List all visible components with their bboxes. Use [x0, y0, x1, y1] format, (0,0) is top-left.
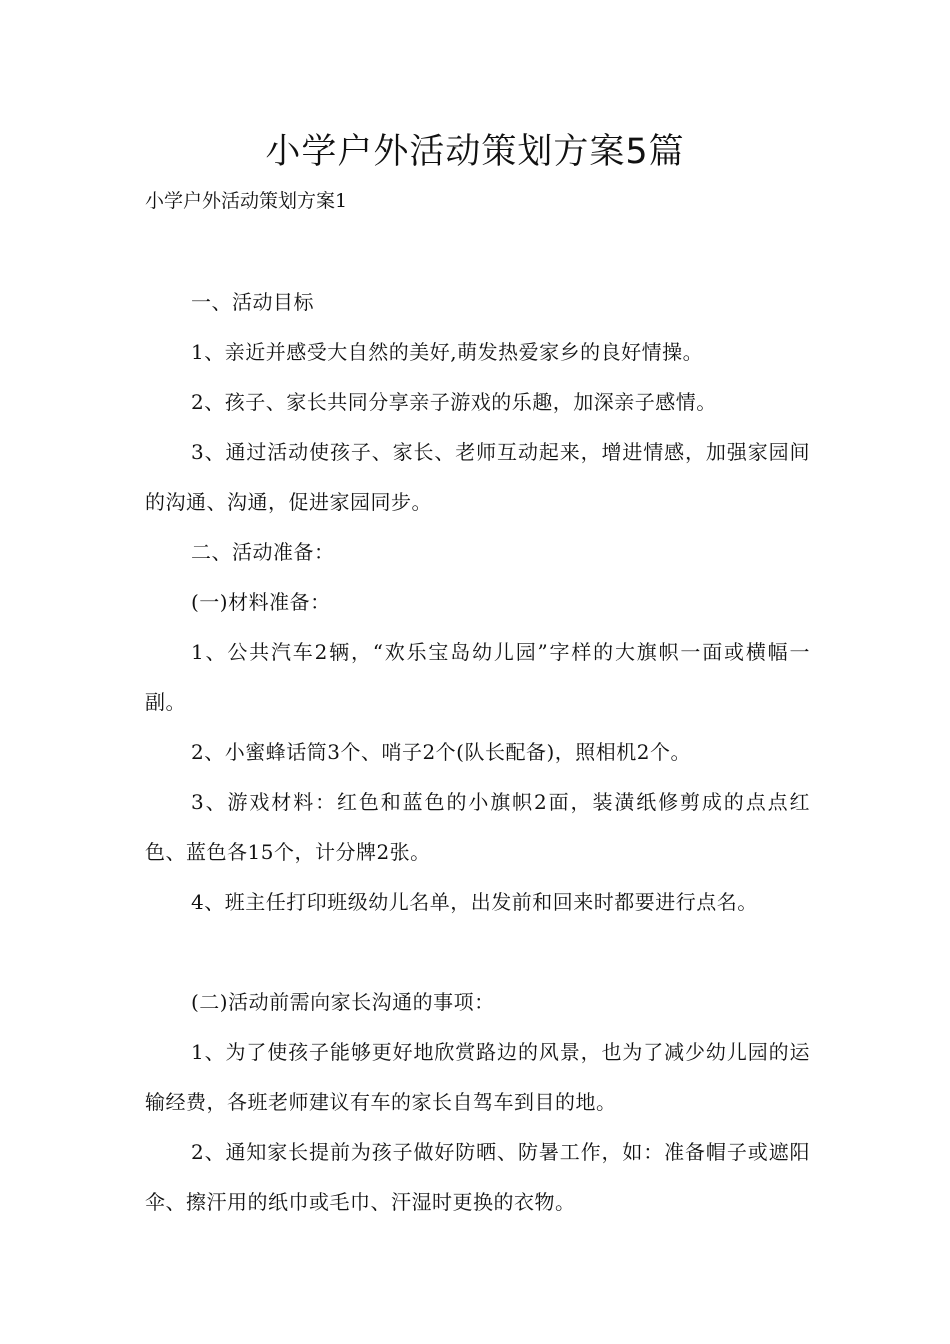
document-title: 小学户外活动策划方案5篇 [265, 132, 685, 172]
paragraph-material-1: 1、公共汽车2辆，“欢乐宝岛幼儿园”字样的大旗帜一面或横幅一副。 [145, 640, 810, 714]
section-heading-preparation: 二、活动准备： [191, 540, 335, 564]
document-subtitle: 小学户外活动策划方案1 [145, 190, 348, 212]
paragraph-communication-2: 2、通知家长提前为孩子做好防晒、防暑工作，如：准备帽子或遮阳伞、擦汗用的纸巾或毛巾、汗湿时更换的衣物。 [145, 1140, 810, 1214]
subsection-heading-parent-communication: (二)活动前需向家长沟通的事项： [191, 990, 495, 1014]
paragraph-communication-1: 1、为了使孩子能够更好地欣赏路边的风景，也为了减少幼儿园的运输经费，各班老师建议有车的家长自驾车到目的地。 [145, 1040, 810, 1114]
paragraph-goal-1: 1、亲近并感受大自然的美好,萌发热爱家乡的良好情操。 [191, 340, 704, 364]
section-heading-goals: 一、活动目标 [191, 290, 314, 314]
paragraph-goal-3: 3、通过活动使孩子、家长、老师互动起来，增进情感，加强家园间的沟通、沟通，促进家园同步。 [145, 440, 810, 514]
paragraph-material-2: 2、小蜜蜂话筒3个、哨子2个(队长配备)，照相机2个。 [191, 740, 692, 764]
paragraph-material-4: 4、班主任打印班级幼儿名单，出发前和回来时都要进行点名。 [191, 890, 758, 914]
subsection-heading-materials: (一)材料准备： [191, 590, 331, 614]
paragraph-goal-2: 2、孩子、家长共同分享亲子游戏的乐趣，加深亲子感情。 [191, 390, 717, 414]
paragraph-material-3: 3、游戏材料：红色和蓝色的小旗帜2面，装潢纸修剪成的点点红色、蓝色各15个，计分牌2张。 [145, 790, 810, 864]
